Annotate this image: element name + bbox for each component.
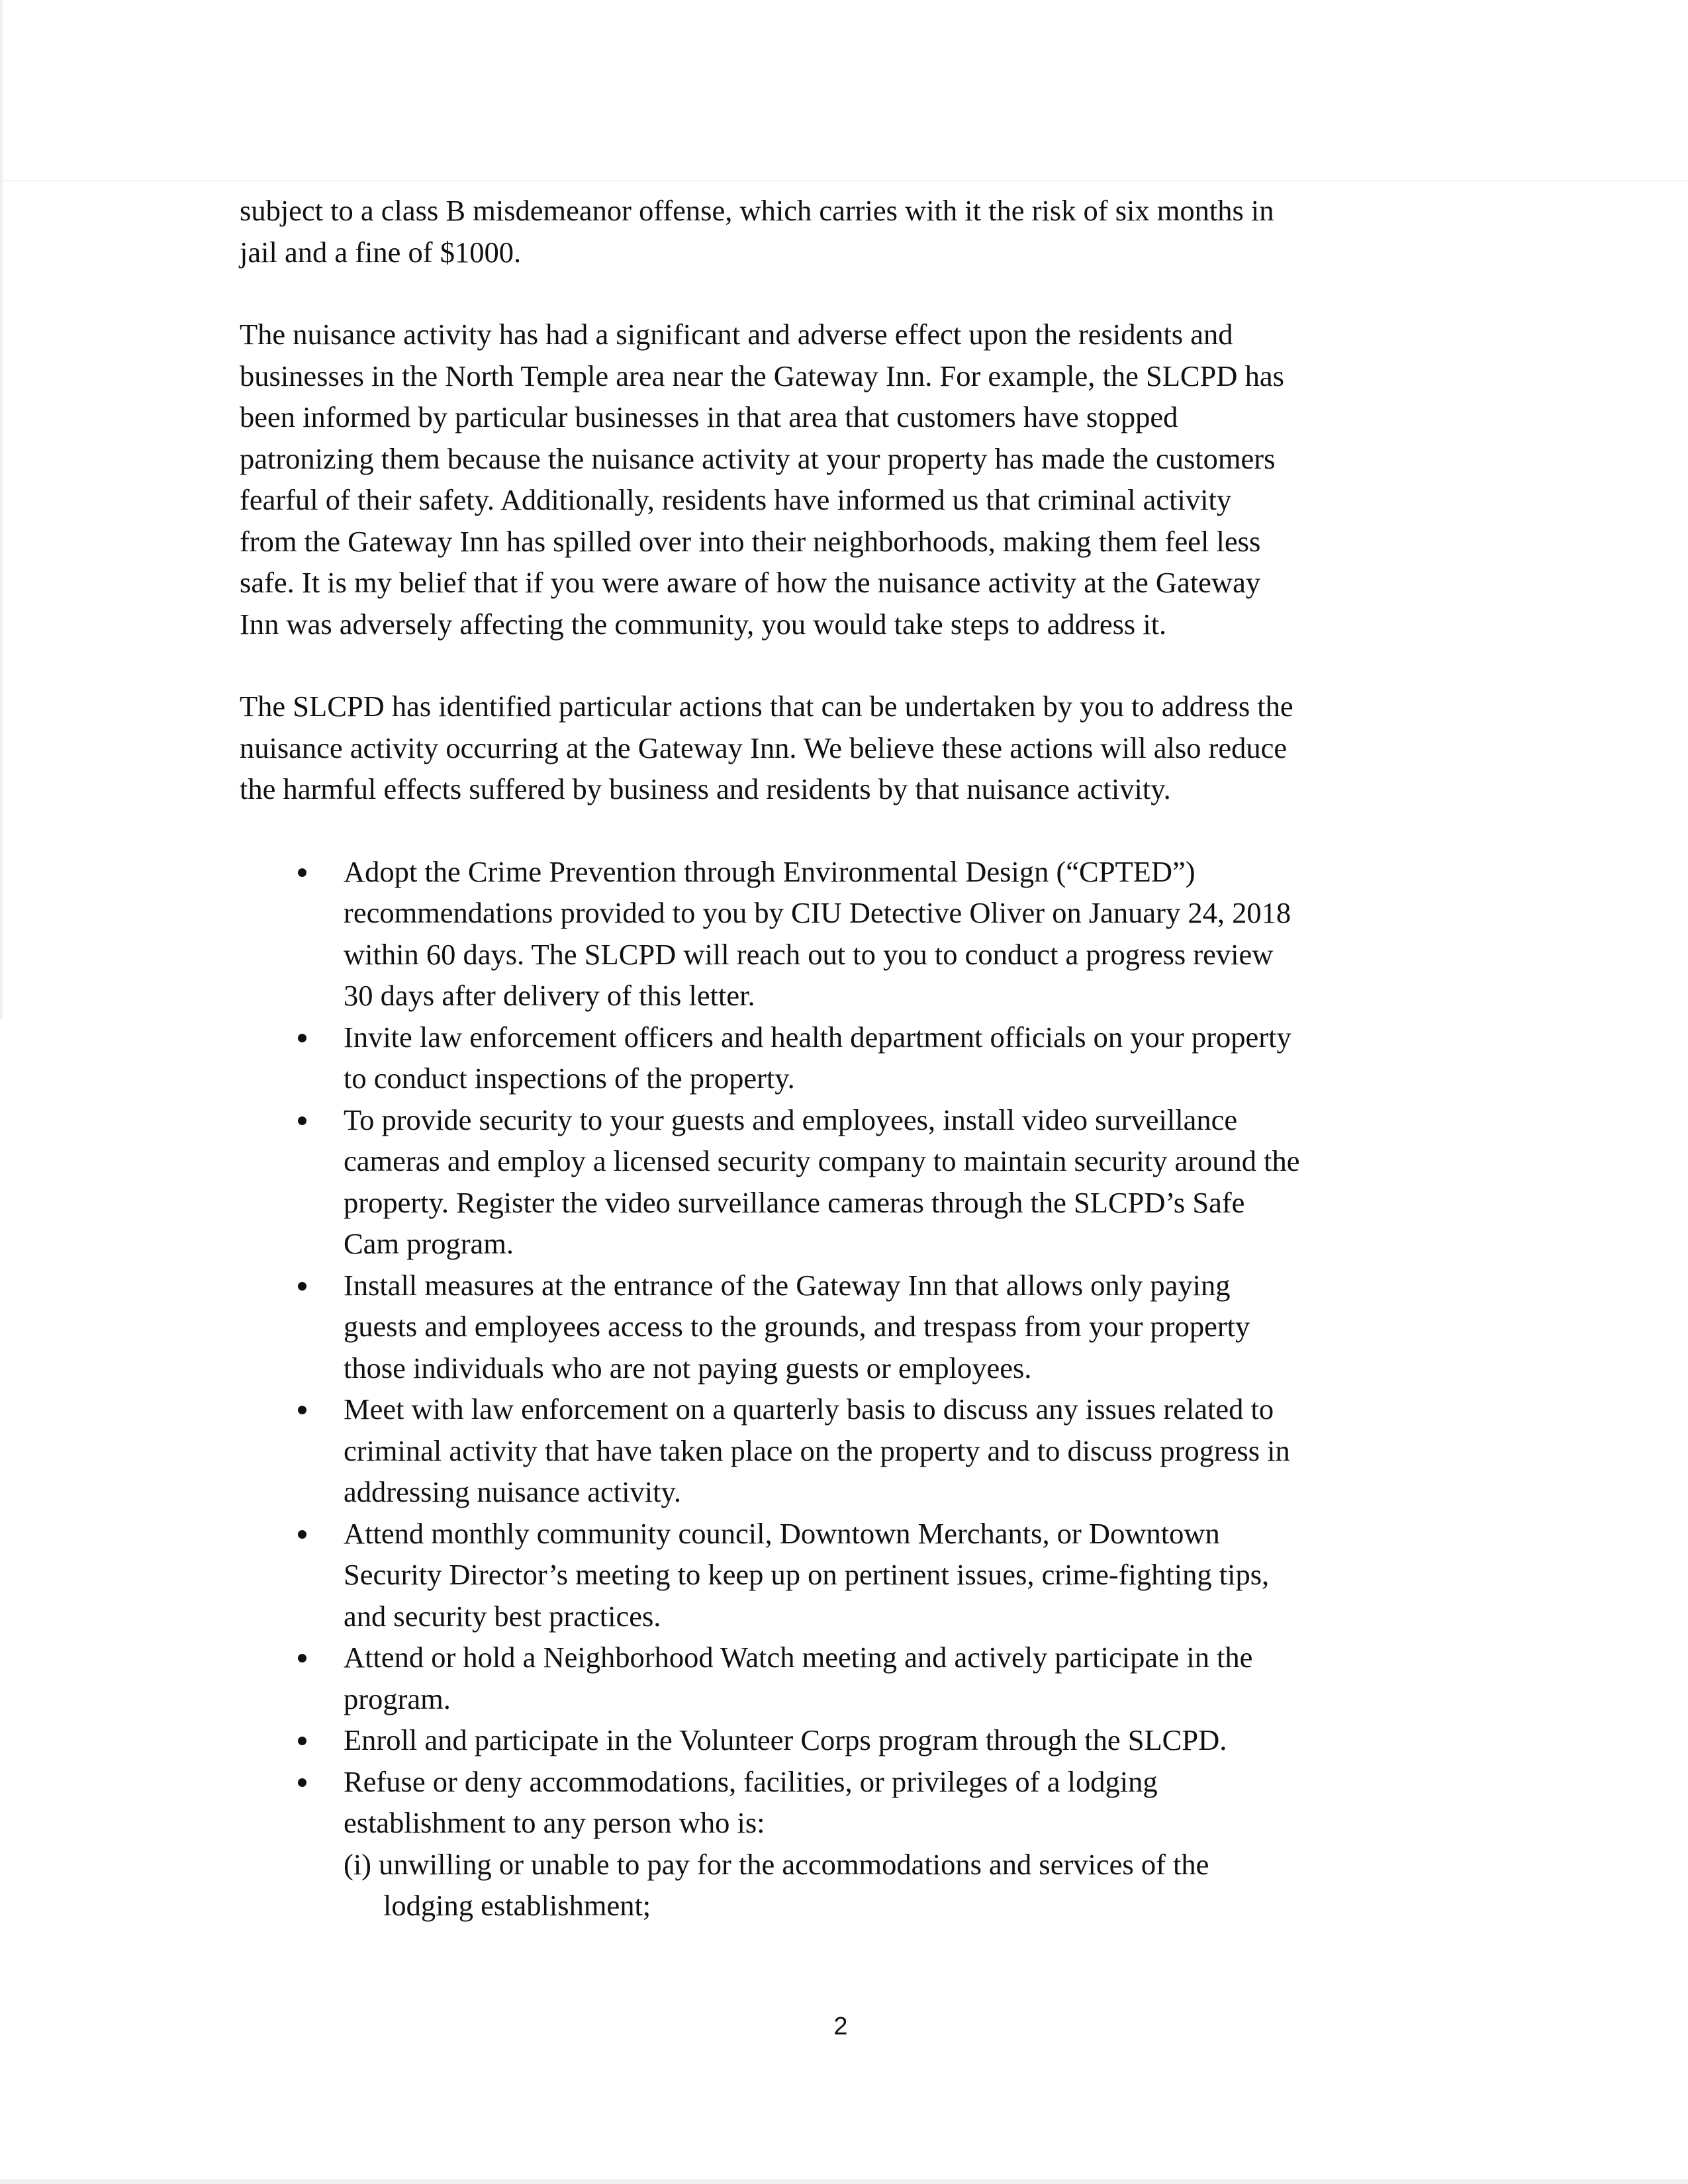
text-line: property. Register the video surveillance cameras through the SLCPD’s Safe: [344, 1185, 1245, 1219]
text-line: To provide security to your guests and employees, install video surveillance: [344, 1103, 1238, 1136]
bullet-icon: [298, 868, 306, 877]
text-line: cameras and employ a licensed security company to maintain security around the: [344, 1144, 1300, 1177]
list-item-entrance-measures: [240, 1265, 1444, 1389]
text-line: safe. It is my belief that if you were aware of how the nuisance activity at the Gateway: [240, 566, 1261, 599]
text-line: to conduct inspections of the property.: [344, 1062, 795, 1095]
text-line: Invite law enforcement officers and health department officials on your property: [344, 1020, 1291, 1054]
text-line: guests and employees access to the grounds, and trespass from your property: [344, 1310, 1250, 1343]
list-item-security: [240, 1099, 1444, 1265]
scan-edge-left: [0, 0, 3, 1019]
list-item-inspections: [240, 1017, 1444, 1099]
text-line: businesses in the North Temple area near the Gateway Inn. For example, the SLCPD has: [240, 359, 1284, 392]
bullet-icon: [298, 1282, 306, 1291]
bullet-icon: [298, 1116, 306, 1125]
text-line: The SLCPD has identified particular actions that can be undertaken by you to address the: [240, 690, 1293, 723]
text-line: fearful of their safety. Additionally, residents have informed us that criminal activity: [240, 483, 1232, 516]
paragraph-penalty: [240, 190, 1444, 273]
text-line: Inn was adversely affecting the community, you would take steps to address it.: [240, 607, 1167, 641]
text-line: addressing nuisance activity.: [344, 1475, 681, 1508]
text-line: program.: [344, 1682, 451, 1715]
text-line: The nuisance activity has had a significant and adverse effect upon the residents and: [240, 318, 1233, 351]
list-item-neighborhood-watch: [240, 1637, 1444, 1719]
list-item-quarterly-meeting: [240, 1388, 1444, 1513]
text-line: Enroll and participate in the Volunteer Corps program through the SLCPD.: [344, 1723, 1227, 1756]
text-line: and security best practices.: [344, 1599, 661, 1633]
text-line: Install measures at the entrance of the Gateway Inn that allows only paying: [344, 1268, 1231, 1302]
text-line: patronizing them because the nuisance activity at your property has made the customers: [240, 441, 1276, 475]
text-line: criminal activity that have taken place on the property and to discuss progress in: [344, 1433, 1290, 1467]
text-line: subject to a class B misdemeanor offense, which carries with it the risk of six months in: [240, 194, 1274, 227]
letter-body: [240, 190, 1444, 1927]
bullet-icon: [298, 1406, 306, 1414]
text-line: Security Director’s meeting to keep up on pertinent issues, crime-fighting tips,: [344, 1558, 1270, 1591]
text-line: establishment to any person who is:: [344, 1806, 765, 1839]
text-line: lodging establishment;: [383, 1889, 651, 1922]
text-line: 30 days after delivery of this letter.: [344, 979, 755, 1012]
bullet-icon: [298, 1034, 306, 1042]
paragraph-identified-actions: [240, 686, 1444, 810]
text-line: jail and a fine of $1000.: [240, 235, 522, 269]
text-line: (i) unwilling or unable to pay for the accommodations and services of the: [344, 1847, 1209, 1881]
text-line: recommendations provided to you by CIU Detective Oliver on January 24, 2018: [344, 896, 1291, 929]
scan-edge-bottom: [0, 2179, 1688, 2184]
paragraph-nuisance-effect: [240, 314, 1444, 645]
text-line: from the Gateway Inn has spilled over into their neighborhoods, making them feel less: [240, 524, 1261, 558]
list-item-volunteer-corps: [240, 1719, 1444, 1761]
text-line: Adopt the Crime Prevention through Environmental Design (“CPTED”): [344, 854, 1196, 888]
text-line: Attend or hold a Neighborhood Watch meeting and actively participate in the: [344, 1641, 1253, 1674]
text-line: within 60 days. The SLCPD will reach out to you to conduct a progress review: [344, 937, 1274, 971]
sub-list-item-unwilling-to-pay: [240, 1844, 1444, 1927]
page-number: 2: [833, 2013, 848, 2040]
list-item-cpted: [240, 851, 1444, 1017]
action-list: [240, 851, 1444, 1927]
text-line: Meet with law enforcement on a quarterly basis to discuss any issues related to: [344, 1392, 1274, 1426]
bullet-icon: [298, 1654, 306, 1662]
text-line: those individuals who are not paying guests or employees.: [344, 1351, 1032, 1385]
text-line: Refuse or deny accommodations, facilities, or privileges of a lodging: [344, 1764, 1158, 1798]
text-line: nuisance activity occurring at the Gateway Inn. We believe these actions will also reduce: [240, 731, 1288, 764]
scan-edge-top: [0, 180, 1688, 182]
list-item-refuse-accommodations: [240, 1761, 1444, 1844]
bullet-icon: [298, 1737, 306, 1745]
bullet-icon: [298, 1778, 306, 1787]
bullet-icon: [298, 1530, 306, 1539]
text-line: been informed by particular businesses in that area that customers have stopped: [240, 400, 1178, 433]
text-line: Cam program.: [344, 1227, 514, 1260]
text-line: the harmful effects suffered by business and residents by that nuisance activity.: [240, 772, 1171, 805]
list-item-community-council: [240, 1513, 1444, 1637]
text-line: Attend monthly community council, Downtown Merchants, or Downtown: [344, 1516, 1220, 1550]
